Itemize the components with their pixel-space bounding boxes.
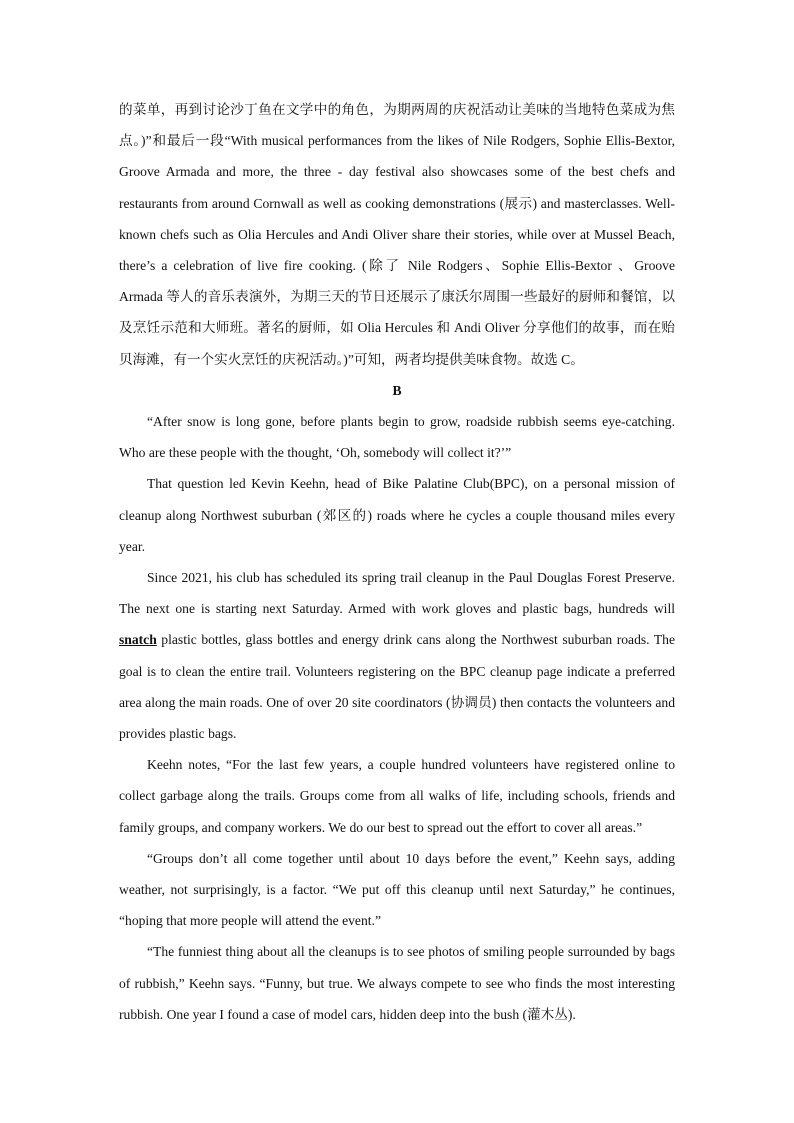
paragraph-with-highlight: [119, 562, 675, 749]
intro-line: restaurants from around Cornwall as well as cooking demonstrations (展示) and masterclasses.: [119, 195, 642, 211]
paragraph: “Groups don’t all come together until about 10 days before the event,” Keehn says, adding weather, not surprisingly, is a factor. “We put off this cleanup until next Saturday,” he continues, “hoping that more people will attend the event.”: [119, 850, 675, 929]
paragraph: “The funniest thing about all the cleanups is to see photos of smiling people surrounded by bags of rubbish,” Keehn says. “Funny, but true. We always compete to see who finds the most interesting rubbish. One year I found a case of model cars, hidden deep into the bush (灌木丛).: [119, 944, 675, 1022]
intro-line: Beach, there’s a celebration of live fire cooking. (除了 Nile Rodgers、Sophie Ellis-Bextor 、Groove: [119, 226, 675, 274]
document-page: [119, 94, 675, 1030]
intro-line: Armada 等人的音乐表演外，为期三天的节日还展示了康沃尔周围一些最好的厨师和餐馆，: [119, 289, 662, 305]
paragraph-text: plastic bottles, glass bottles and energy drink cans along the Northwest suburban roads. The goal is to clean the entire trail. Volunteers registering on the BPC cleanup page indicate a preferred area along the main roads. One of over 20 site coordinators (协调员) then contacts the volunteers and provides plastic bags.: [119, 632, 675, 742]
paragraph: Keehn notes, “For the last few years, a couple hundred volunteers have registered online to collect garbage along the trails. Groups come from all walks of life, including schools, friends and family groups, and company workers. We do our best to spread out the effort to cover all areas.”: [119, 757, 675, 835]
highlighted-word: snatch: [119, 632, 157, 648]
section-heading: B: [392, 382, 402, 398]
intro-line: 点。)”和最后一段“With musical performances from the likes of Nile Rodgers, Sophie Ellis-Bextor,: [119, 133, 675, 149]
paragraph: That question led Kevin Keehn, head of Bike Palatine Club(BPC), on a personal mission of cleanup along Northwest suburban (郊区的) roads where he cycles a couple thousand miles every year.: [119, 476, 675, 554]
intro-line: Groove Armada and more, the three - day festival also showcases some of the best chefs and: [119, 164, 675, 180]
paragraph-text: Since 2021, his club has scheduled its spring trail cleanup in the Paul Douglas Forest Preserve. The next one is starting next Saturday. Armed with work gloves and plastic bags, hundreds will: [119, 570, 675, 617]
intro-line: 在贻贝海滩，有一个实火烹饪的庆祝活动。)”可知，两者均提供美味食物。故选 C。: [119, 320, 675, 367]
intro-line: 的菜单，再到讨论沙丁鱼在文学中的角色，为期两周的庆祝活动让美味的当地特色菜成为焦: [119, 102, 675, 117]
paragraph: “After snow is long gone, before plants begin to grow, roadside rubbish seems eye-catching. Who are these people with the thought, ‘Oh, somebody will collect it?’”: [119, 414, 675, 461]
intro-line: 以及烹饪示范和大师班。著名的厨师，如 Olia Hercules 和 Andi Oliver 分享他们的故事，而: [119, 289, 675, 336]
intro-line: Well-known chefs such as Olia Hercules and Andi Oliver share their stories, while over at Mussel: [119, 195, 676, 242]
intro-paragraph: [119, 94, 675, 375]
